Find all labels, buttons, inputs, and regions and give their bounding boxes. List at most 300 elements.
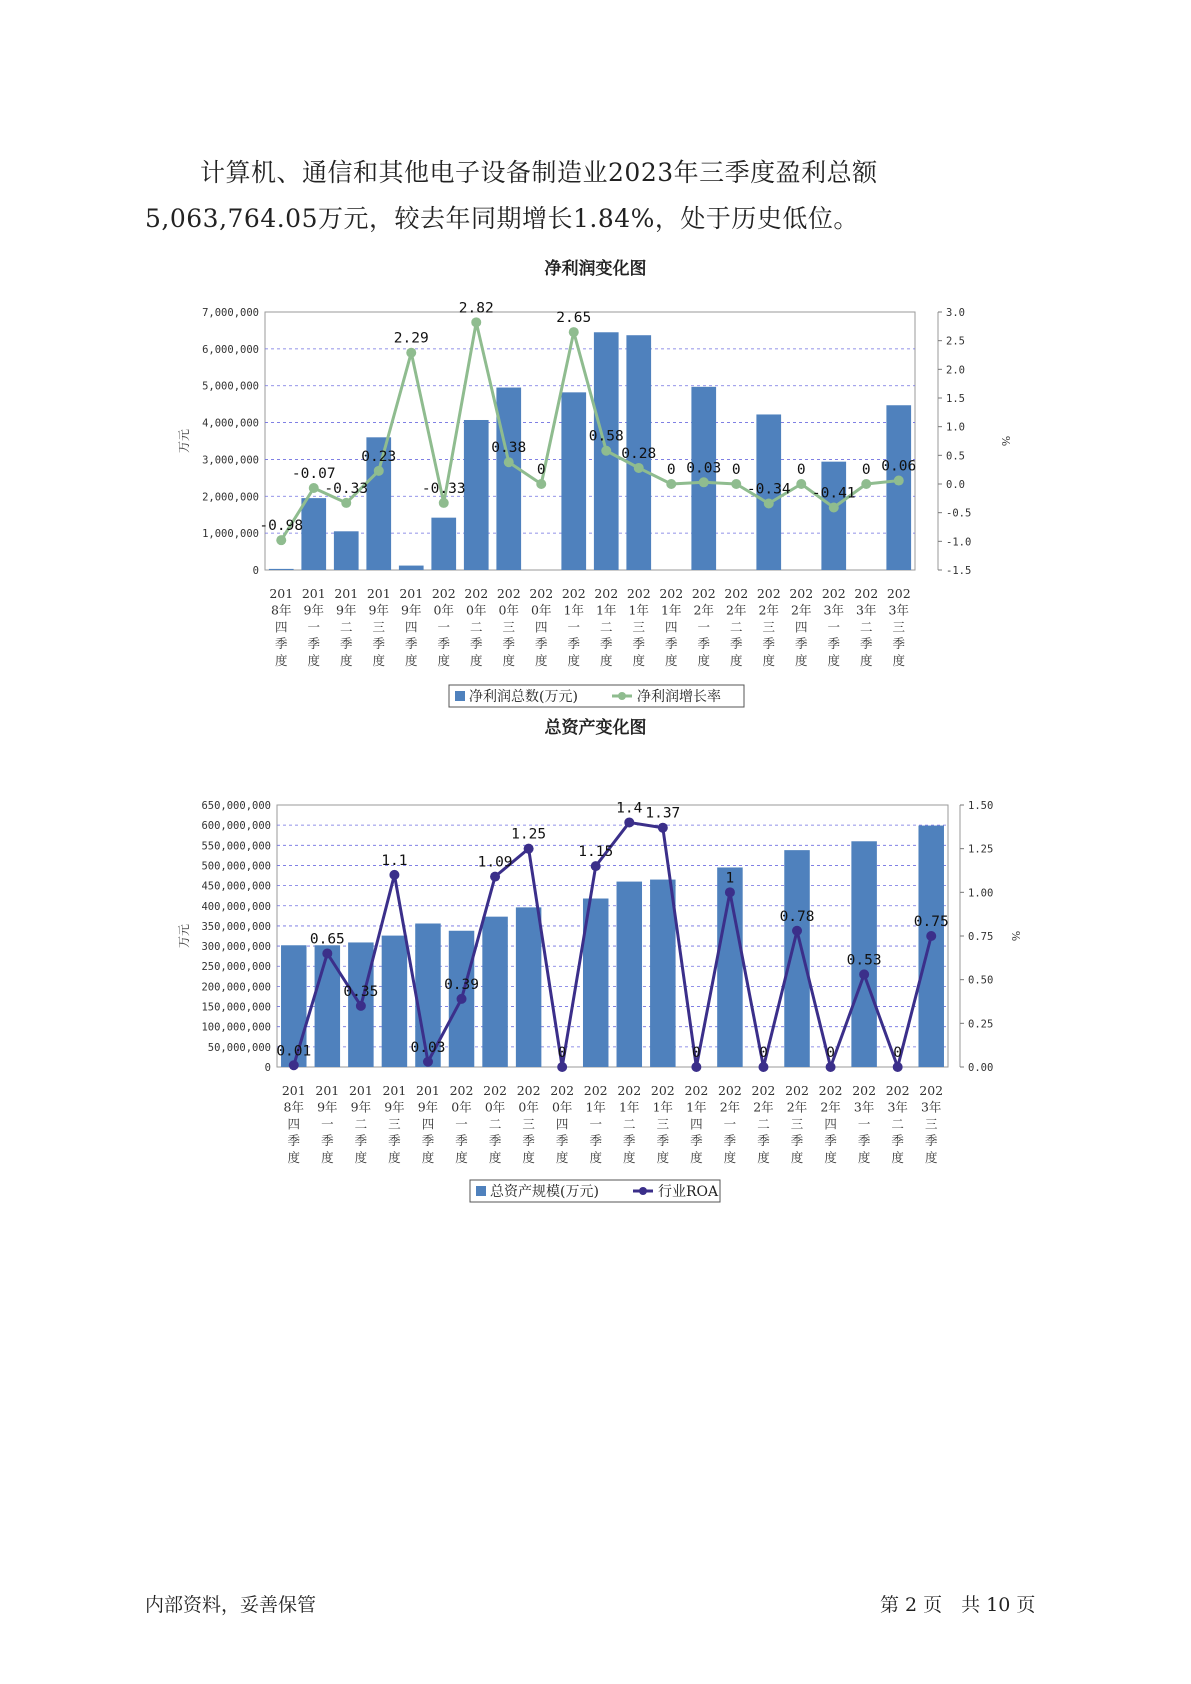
x-tick-label: 3年: [887, 1099, 908, 1115]
x-tick-label: 202: [659, 586, 684, 601]
data-label: 1.37: [645, 805, 681, 822]
footer-left: 内部资料，妥善保管: [145, 1594, 317, 1616]
summary-line-2: 5,063,764.05万元，较去年同期增长1.84%，处于历史低位。: [145, 204, 859, 233]
x-tick-label: 202: [852, 1083, 877, 1098]
x-tick-label: 202: [818, 1083, 843, 1098]
x-tick-label: 一: [589, 1116, 602, 1132]
data-label: 0.03: [410, 1039, 446, 1056]
x-tick-label: 二: [859, 619, 873, 635]
x-tick-label: 一: [321, 1116, 334, 1132]
x-tick-label: 度: [274, 652, 288, 668]
x-tick-label: 季: [534, 636, 548, 652]
legend-bar-label: 总资产规模(万元): [490, 1184, 599, 1200]
x-tick-label: 度: [354, 1149, 368, 1165]
x-tick-label: 202: [785, 1083, 809, 1098]
line-point: [322, 948, 332, 958]
y2-tick-label: 3.0: [946, 307, 965, 319]
y2-tick-label: -1.0: [946, 536, 972, 549]
legend-line-label: 行业ROA: [658, 1184, 719, 1200]
x-tick-label: 1年: [661, 602, 682, 618]
x-tick-label: 季: [567, 636, 581, 652]
legend-line-marker: [639, 1187, 647, 1195]
y-tick-label: 7,000,000: [202, 307, 259, 319]
x-tick-label: 度: [664, 652, 678, 668]
x-tick-label: 季: [599, 636, 613, 652]
x-tick-label: 度: [697, 652, 711, 668]
x-tick-label: 3年: [888, 602, 909, 618]
x-tick-label: 202: [583, 1083, 608, 1098]
x-tick-label: 季: [623, 1133, 636, 1149]
x-tick-label: 202: [684, 1083, 709, 1098]
x-tick-label: 季: [697, 636, 711, 652]
x-tick-label: 季: [824, 1133, 837, 1149]
x-tick-label: 201: [399, 586, 424, 601]
x-tick-label: 度: [891, 1149, 904, 1165]
x-tick-label: 度: [824, 1149, 837, 1165]
y2-tick-label: 1.25: [968, 843, 994, 856]
x-tick-label: 二: [488, 1116, 502, 1132]
y2-tick-label: 0.25: [968, 1018, 994, 1031]
x-tick-label: 季: [859, 636, 873, 652]
x-tick-label: 202: [516, 1083, 541, 1098]
x-tick-label: 度: [455, 1149, 468, 1165]
y-tick-label: 400,000,000: [201, 900, 271, 913]
x-tick-label: 二: [354, 1116, 368, 1132]
x-tick-label: 度: [924, 1149, 938, 1165]
x-tick-label: 1年: [686, 1099, 707, 1115]
x-tick-label: 季: [924, 1133, 938, 1149]
x-tick-label: 三: [522, 1116, 535, 1132]
x-tick-label: 2年: [820, 1099, 841, 1115]
x-tick-label: 201: [382, 1083, 407, 1098]
x-tick-label: 四: [534, 619, 548, 635]
x-tick-label: 9年: [401, 602, 422, 618]
y-axis-label: 万元: [177, 428, 191, 454]
y-tick-label: 100,000,000: [201, 1021, 271, 1034]
y2-tick-label: -0.5: [946, 507, 972, 520]
line-point: [826, 1062, 836, 1072]
x-tick-label: 1年: [652, 1099, 674, 1115]
x-tick-label: 3年: [853, 1099, 875, 1115]
x-tick-label: 202: [717, 1083, 742, 1098]
data-label: -0.98: [259, 518, 304, 535]
line-point: [591, 861, 601, 871]
x-tick-label: 9年: [368, 602, 389, 618]
x-tick-label: 201: [269, 586, 294, 601]
x-tick-label: 季: [455, 1133, 468, 1149]
x-tick-label: 1年: [596, 602, 617, 618]
y-tick-label: 1,000,000: [202, 528, 259, 541]
line-point: [658, 823, 668, 833]
x-tick-label: 一: [307, 619, 321, 635]
x-tick-label: 9年: [384, 1099, 405, 1115]
x-tick-label: 季: [757, 1133, 770, 1149]
x-tick-label: 度: [555, 1149, 569, 1165]
x-tick-label: 2年: [758, 602, 779, 618]
x-tick-label: 3年: [920, 1099, 942, 1115]
bar: [382, 936, 407, 1067]
data-label: 0: [826, 1045, 835, 1061]
x-tick-label: 202: [789, 586, 814, 601]
data-label: 1.25: [511, 826, 547, 843]
data-label: 1.15: [578, 844, 614, 861]
x-tick-label: 一: [455, 1116, 468, 1132]
x-tick-label: 三: [762, 619, 776, 635]
x-tick-label: 季: [354, 1133, 368, 1149]
x-tick-label: 季: [589, 1133, 602, 1149]
x-tick-label: 0年: [518, 1099, 539, 1115]
y2-tick-label: 1.50: [968, 800, 994, 812]
data-label: 0.03: [686, 460, 722, 477]
x-tick-label: 季: [729, 636, 743, 652]
x-tick-label: 四: [664, 619, 678, 635]
x-tick-label: 9年: [336, 602, 357, 618]
x-tick-label: 202: [594, 586, 619, 601]
line-point: [926, 931, 936, 941]
x-tick-label: 季: [632, 636, 646, 652]
x-tick-label: 季: [522, 1133, 535, 1149]
x-tick-label: 季: [892, 636, 906, 652]
x-tick-label: 季: [723, 1133, 737, 1149]
bar: [482, 917, 507, 1067]
bar: [784, 850, 809, 1067]
x-tick-label: 度: [502, 652, 516, 668]
x-tick-label: 季: [857, 1133, 871, 1149]
y2-tick-label: 2.0: [946, 364, 965, 377]
data-label: 0: [893, 1045, 903, 1061]
x-tick-label: 201: [301, 586, 326, 601]
x-tick-label: 季: [404, 636, 418, 652]
x-tick-label: 季: [274, 636, 288, 652]
x-tick-label: 1年: [628, 602, 649, 618]
legend-bar-label: 净利润总数(万元): [469, 689, 578, 705]
data-label: 0.78: [779, 908, 815, 925]
x-tick-label: 度: [892, 652, 906, 668]
x-tick-label: 度: [690, 1149, 703, 1165]
x-tick-label: 度: [488, 1149, 502, 1165]
y-tick-label: 350,000,000: [201, 920, 271, 933]
x-tick-label: 三: [502, 619, 516, 635]
x-tick-label: 季: [388, 1133, 401, 1149]
data-label: 0.39: [444, 976, 479, 993]
x-tick-label: 二: [757, 1116, 770, 1132]
x-tick-label: 季: [372, 636, 386, 652]
y2-tick-label: 1.0: [946, 421, 965, 434]
x-tick-label: 三: [790, 1116, 804, 1132]
data-label: 2.82: [458, 300, 494, 317]
y2-tick-label: -1.5: [946, 565, 972, 577]
x-tick-label: 9年: [317, 1099, 338, 1115]
x-tick-label: 一: [827, 619, 841, 635]
data-label: -0.34: [746, 481, 791, 498]
x-tick-label: 8年: [283, 1099, 305, 1115]
chart-title-total-assets: 总资产变化图: [544, 718, 647, 738]
x-tick-label: 度: [762, 652, 776, 668]
line-point: [490, 872, 500, 882]
data-label: -0.41: [811, 485, 856, 502]
data-label: 0.23: [361, 448, 397, 465]
y-tick-label: 4,000,000: [202, 417, 259, 430]
x-tick-label: 四: [421, 1116, 435, 1132]
x-tick-label: 季: [794, 636, 808, 652]
x-tick-label: 季: [762, 636, 776, 652]
x-tick-label: 202: [617, 1083, 642, 1098]
x-tick-label: 一: [723, 1116, 737, 1132]
line-point: [859, 969, 869, 979]
x-tick-label: 202: [464, 586, 489, 601]
x-tick-label: 1年: [619, 1099, 640, 1115]
x-tick-label: 201: [315, 1083, 340, 1098]
x-tick-label: 四: [690, 1116, 703, 1132]
data-label: 0: [536, 462, 546, 478]
y-tick-label: 650,000,000: [201, 800, 271, 812]
x-tick-label: 度: [623, 1149, 636, 1165]
x-tick-label: 2年: [726, 602, 747, 618]
data-label: 0.65: [309, 931, 345, 948]
data-label: 0.06: [881, 458, 917, 475]
data-label: 0.53: [846, 952, 882, 969]
x-tick-label: 季: [502, 636, 516, 652]
x-tick-label: 季: [321, 1133, 334, 1149]
x-tick-label: 度: [656, 1149, 670, 1165]
data-label: 0.35: [343, 983, 379, 1000]
x-tick-label: 3年: [823, 602, 844, 618]
x-tick-label: 0年: [498, 602, 519, 618]
data-label: 0: [692, 1045, 701, 1061]
x-tick-label: 度: [790, 1149, 804, 1165]
y2-tick-label: 0.50: [968, 974, 994, 987]
x-tick-label: 二: [623, 1116, 636, 1132]
line-point: [289, 1060, 299, 1070]
x-tick-label: 201: [416, 1083, 440, 1098]
x-tick-label: 二: [339, 619, 353, 635]
x-tick-label: 度: [827, 652, 841, 668]
line-point: [389, 870, 399, 880]
x-tick-label: 三: [388, 1116, 401, 1132]
x-tick-label: 季: [555, 1133, 569, 1149]
y2-tick-label: 0.00: [968, 1062, 994, 1074]
x-tick-label: 三: [372, 619, 386, 635]
y2-tick-label: 0.75: [968, 931, 994, 943]
x-tick-label: 202: [529, 586, 554, 601]
data-label: 0.38: [491, 440, 527, 457]
x-tick-label: 季: [664, 636, 678, 652]
data-label: 0.75: [913, 914, 949, 930]
x-tick-label: 度: [469, 652, 483, 668]
data-label: 2.65: [556, 310, 592, 327]
x-tick-label: 度: [388, 1149, 401, 1165]
y2-tick-label: 1.5: [946, 393, 965, 405]
x-tick-label: 2年: [791, 602, 812, 618]
x-tick-label: 三: [924, 1116, 938, 1132]
line-point: [691, 1062, 701, 1072]
data-label: 1.4: [616, 800, 643, 817]
y2-axis-label: %: [999, 435, 1012, 447]
y2-tick-label: 0.0: [946, 479, 965, 491]
y-tick-label: 0: [264, 1062, 271, 1074]
y-tick-label: 500,000,000: [201, 860, 271, 873]
x-tick-label: 1年: [585, 1099, 606, 1115]
x-tick-label: 202: [691, 586, 716, 601]
x-tick-label: 二: [599, 619, 613, 635]
x-tick-label: 202: [821, 586, 846, 601]
x-tick-label: 0年: [531, 602, 552, 618]
y-tick-label: 5,000,000: [202, 380, 259, 393]
x-tick-label: 202: [854, 586, 879, 601]
y-tick-label: 50,000,000: [207, 1041, 271, 1054]
line-point: [423, 1057, 433, 1067]
line-point: [524, 844, 534, 854]
data-label: 1.1: [381, 852, 408, 869]
line-point: [624, 817, 634, 827]
x-tick-label: 0年: [451, 1099, 472, 1115]
x-tick-label: 202: [431, 586, 456, 601]
x-tick-label: 季: [827, 636, 841, 652]
bar: [617, 882, 642, 1067]
x-tick-label: 202: [483, 1083, 508, 1098]
x-tick-label: 202: [756, 586, 781, 601]
y2-tick-label: 0.5: [946, 450, 965, 463]
x-tick-label: 二: [891, 1116, 904, 1132]
bar: [650, 880, 675, 1067]
x-tick-label: 201: [366, 586, 391, 601]
x-tick-label: 9年: [417, 1099, 439, 1115]
data-label: -0.07: [291, 466, 336, 483]
data-label: 2.29: [393, 330, 429, 347]
y-axis-label: 万元: [177, 923, 191, 949]
x-tick-label: 8年: [271, 602, 292, 618]
x-tick-label: 季: [488, 1133, 502, 1149]
x-tick-label: 202: [561, 586, 586, 601]
x-tick-label: 0年: [484, 1099, 506, 1115]
chart-title-net-profit: 净利润变化图: [544, 259, 647, 279]
data-label: 1.09: [477, 854, 513, 871]
data-label: -0.33: [324, 480, 369, 497]
x-tick-label: 201: [348, 1083, 373, 1098]
y2-tick-label: 2.5: [946, 335, 965, 348]
x-tick-label: 度: [589, 1149, 602, 1165]
x-tick-label: 三: [656, 1116, 670, 1132]
x-tick-label: 季: [790, 1133, 804, 1149]
x-tick-label: 度: [599, 652, 613, 668]
x-tick-label: 9年: [350, 1099, 372, 1115]
line-point: [758, 1062, 768, 1072]
y2-axis-label: %: [1009, 930, 1022, 942]
x-tick-label: 202: [885, 1083, 910, 1098]
x-tick-label: 度: [404, 652, 418, 668]
line-point: [893, 1062, 903, 1072]
x-tick-label: 四: [824, 1116, 837, 1132]
footer-page-number: 第 2 页 共 10 页: [880, 1594, 1036, 1616]
x-tick-label: 四: [287, 1116, 301, 1132]
x-tick-label: 202: [919, 1083, 944, 1098]
x-tick-label: 度: [287, 1149, 301, 1165]
x-tick-label: 季: [656, 1133, 670, 1149]
x-tick-label: 三: [632, 619, 646, 635]
x-tick-label: 度: [859, 652, 873, 668]
x-tick-label: 季: [339, 636, 353, 652]
x-tick-label: 季: [437, 636, 451, 652]
x-tick-label: 一: [857, 1116, 871, 1132]
x-tick-label: 0年: [466, 602, 487, 618]
y-tick-label: 450,000,000: [201, 880, 271, 893]
line-point: [557, 1062, 567, 1072]
x-tick-label: 度: [339, 652, 353, 668]
y-tick-label: 2,000,000: [202, 491, 259, 504]
x-tick-label: 202: [496, 586, 521, 601]
x-tick-label: 度: [757, 1149, 770, 1165]
x-tick-label: 度: [534, 652, 548, 668]
x-tick-label: 一: [697, 619, 711, 635]
x-tick-label: 季: [421, 1133, 435, 1149]
data-label: 0.01: [276, 1043, 312, 1060]
bar: [315, 945, 340, 1067]
line-point: [725, 887, 735, 897]
data-label: 0: [759, 1045, 768, 1061]
x-tick-label: 度: [321, 1149, 334, 1165]
x-tick-label: 度: [307, 652, 321, 668]
x-tick-label: 202: [650, 1083, 675, 1098]
bar: [516, 907, 541, 1067]
x-tick-label: 0年: [551, 1099, 573, 1115]
x-tick-label: 四: [555, 1116, 569, 1132]
data-label: 0.58: [588, 428, 624, 445]
line-point: [457, 994, 467, 1004]
y-tick-label: 300,000,000: [201, 941, 271, 954]
summary-line-1: 计算机、通信和其他电子设备制造业2023年三季度盈利总额: [200, 158, 878, 187]
x-tick-label: 四: [404, 619, 418, 635]
data-label: 0: [796, 462, 806, 478]
x-tick-label: 度: [522, 1149, 535, 1165]
legend-line-label: 净利润增长率: [637, 689, 721, 705]
x-tick-label: 度: [729, 652, 743, 668]
x-tick-label: 0年: [433, 602, 454, 618]
x-tick-label: 二: [729, 619, 743, 635]
x-tick-label: 度: [857, 1149, 871, 1165]
x-tick-label: 1年: [563, 602, 584, 618]
legend-bar-swatch: [476, 1186, 486, 1196]
x-tick-label: 度: [632, 652, 646, 668]
x-tick-label: 2年: [719, 1099, 741, 1115]
x-tick-label: 一: [567, 619, 581, 635]
x-tick-label: 度: [421, 1149, 435, 1165]
x-tick-label: 2年: [753, 1099, 774, 1115]
x-tick-label: 度: [372, 652, 386, 668]
y-tick-label: 250,000,000: [201, 961, 271, 974]
y-tick-label: 6,000,000: [202, 343, 259, 356]
data-label: 0.28: [621, 445, 657, 462]
y-tick-label: 550,000,000: [201, 840, 271, 853]
data-label: 0: [666, 462, 676, 478]
data-label: -0.33: [421, 480, 466, 497]
x-tick-label: 度: [723, 1149, 737, 1165]
data-label: 0: [557, 1045, 567, 1061]
x-tick-label: 季: [469, 636, 483, 652]
y-tick-label: 200,000,000: [201, 981, 271, 994]
x-tick-label: 201: [334, 586, 359, 601]
data-label: 0: [861, 462, 871, 478]
line-point: [356, 1001, 366, 1011]
x-tick-label: 2年: [693, 602, 714, 618]
x-tick-label: 3年: [856, 602, 877, 618]
x-tick-label: 一: [437, 619, 451, 635]
x-tick-label: 202: [626, 586, 651, 601]
x-tick-label: 四: [794, 619, 808, 635]
data-label: 1: [725, 870, 735, 887]
x-tick-label: 202: [751, 1083, 776, 1098]
x-tick-label: 202: [886, 586, 911, 601]
x-tick-label: 202: [724, 586, 749, 601]
